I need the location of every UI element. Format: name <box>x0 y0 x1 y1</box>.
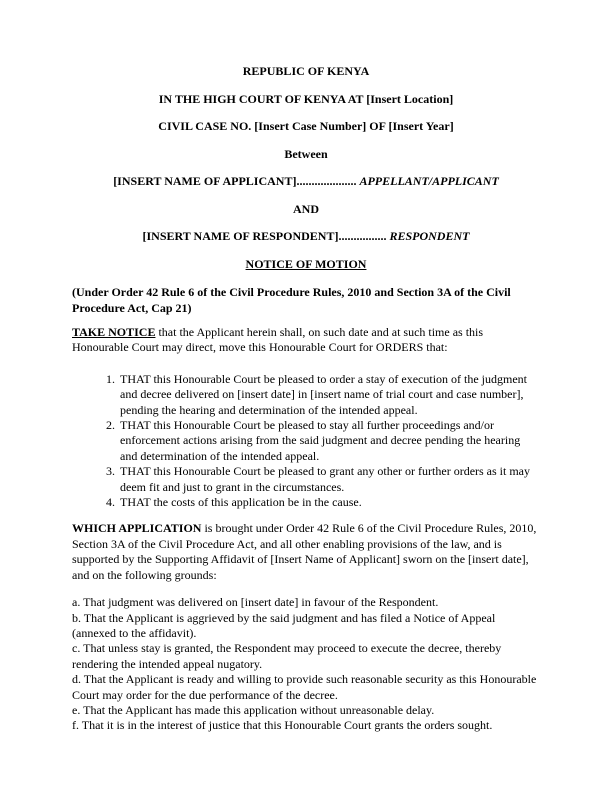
ground-a: a. That judgment was delivered on [insert date] in favour of the Respondent. <box>72 595 439 610</box>
order-item-4: 4. THAT the costs of this application be in the cause. <box>118 495 540 510</box>
take-notice-paragraph <box>72 325 540 356</box>
orders-list <box>72 372 540 511</box>
ground-f: f. That it is in the interest of justice that this Honourable Court grants the orders sought. <box>72 718 493 733</box>
order-item-3: 3. THAT this Honourable Court be pleased to grant any other or further orders as it may deem fit and just to grant in the circumstances. <box>118 464 540 495</box>
respondent-name-placeholder: [INSERT NAME OF RESPONDENT] <box>142 229 339 243</box>
respondent-role-label: RESPONDENT <box>389 229 470 243</box>
document-title <box>72 257 540 272</box>
case-number-heading: CIVIL CASE NO. [Insert Case Number] OF [Insert Year] <box>158 119 454 133</box>
take-notice-lead: TAKE NOTICE <box>72 325 156 339</box>
order-item-2: 2. THAT this Honourable Court be pleased to stay all further proceedings and/or enforcement actions arising from the said judgment and decree pending the hearing and determination of the intended appeal. <box>118 418 540 464</box>
ground-d: d. That the Applicant is ready and willing to provide such reasonable security as this Honourable Court may order for the due performance of the decree. <box>72 672 537 702</box>
republic-heading: REPUBLIC OF KENYA <box>242 64 370 78</box>
applicant-name-placeholder: [INSERT NAME OF APPLICANT] <box>113 174 297 188</box>
which-application-lead: WHICH APPLICATION <box>72 521 202 536</box>
grounds-section <box>72 595 540 734</box>
which-application-paragraph <box>72 521 540 583</box>
ground-e: e. That the Applicant has made this application without unreasonable delay. <box>72 702 435 717</box>
which-application-text: is brought under Order 42 Rule 6 of the Civil Procedure Rules, 2010, Section 3A of the Civil Procedure Act, and all other enabling provisions of the law, and is supported by the Supporting Affidavit of [Insert Name of Applicant] sworn on the [insert date], and on the following grounds: <box>72 521 537 582</box>
take-notice-text: that the Applicant herein shall, on such date and at such time as this Honourable Court may direct, move this Honourable Court for ORDERS that: <box>72 325 484 355</box>
respondent-dotted-leader: ................ <box>338 229 387 243</box>
between-label: Between <box>284 146 328 161</box>
applicant-party-line <box>72 174 540 189</box>
ground-c: c. That unless stay is granted, the Respondent may proceed to execute the decree, thereby rendering the intended appeal nugatory. <box>72 641 502 671</box>
respondent-party-line <box>72 229 540 244</box>
document-title-text: NOTICE OF MOTION <box>245 256 367 271</box>
order-item-1: 1. THAT this Honourable Court be pleased to order a stay of execution of the judgment and decree delivered on [insert date] in [insert name of trial court and case number], pending the hearing and determination of the intended appeal. <box>118 372 540 418</box>
provision-paragraph: (Under Order 42 Rule 6 of the Civil Procedure Rules, 2010 and Section 3A of the Civil Procedure Act, Cap 21) <box>72 285 511 315</box>
court-heading: IN THE HIGH COURT OF KENYA AT [Insert Location] <box>158 91 454 106</box>
applicant-dotted-leader: .................... <box>296 174 357 188</box>
and-label: AND <box>293 201 319 216</box>
ground-b: b. That the Applicant is aggrieved by the said judgment and has filed a Notice of Appeal (annexed to the affidavit). <box>72 610 496 640</box>
applicant-role-label: APPELLANT/APPLICANT <box>359 174 499 188</box>
